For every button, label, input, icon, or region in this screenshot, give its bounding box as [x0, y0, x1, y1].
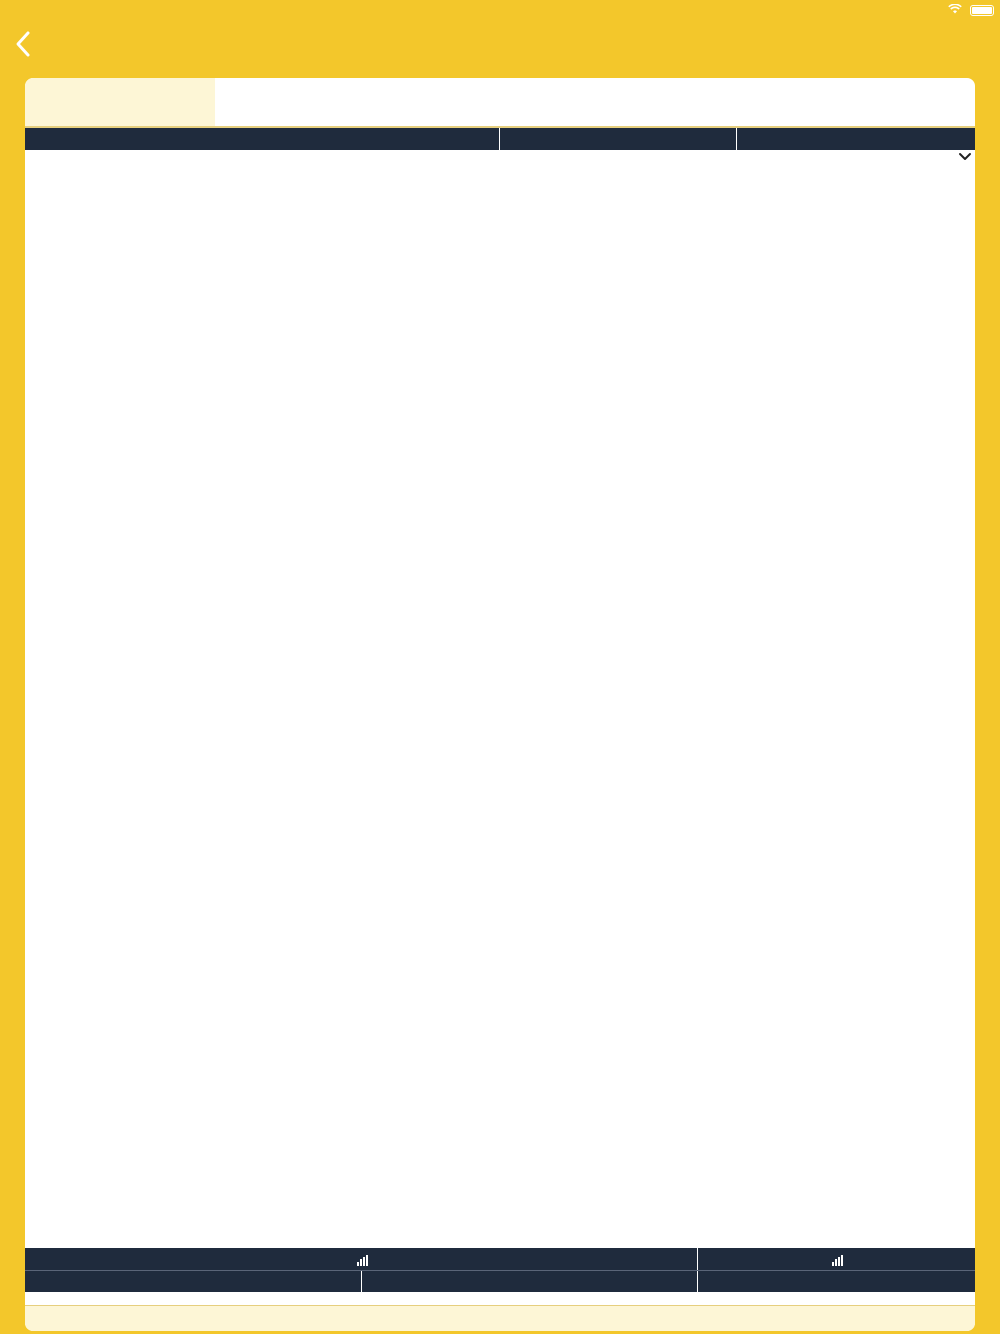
status-bar	[0, 0, 1000, 22]
tab-pnj[interactable]	[405, 78, 595, 126]
nav-bar	[0, 22, 1000, 68]
world-gold-title[interactable]	[25, 1248, 698, 1270]
oil-unit-header	[698, 1271, 975, 1292]
tab-ty-gia[interactable]	[25, 78, 215, 126]
chevron-left-icon	[14, 30, 32, 58]
world-values-row	[25, 1292, 975, 1304]
header-buy	[500, 128, 737, 150]
expand-toggle[interactable]	[25, 150, 975, 165]
source-footer	[25, 1305, 975, 1331]
back-button[interactable]	[14, 30, 40, 58]
header-name	[25, 128, 500, 150]
world-sell-header	[25, 1271, 362, 1292]
world-header	[25, 1248, 975, 1270]
oil-title[interactable]	[698, 1248, 975, 1270]
world-subheader	[25, 1270, 975, 1292]
tab-bar	[25, 78, 975, 128]
battery-icon	[970, 5, 994, 16]
chevron-down-icon	[958, 152, 972, 162]
status-time-date	[6, 4, 13, 18]
wifi-icon	[948, 4, 962, 17]
table-header	[25, 128, 975, 150]
chart-icon	[357, 1255, 369, 1266]
tab-bdtg[interactable]	[785, 78, 975, 126]
header-sell	[737, 128, 975, 150]
status-right	[948, 4, 994, 17]
chart-icon	[832, 1255, 844, 1266]
content-card	[25, 78, 975, 1331]
world-buy-header	[362, 1271, 698, 1292]
world-prices	[25, 1248, 975, 1304]
tab-sjc[interactable]	[215, 78, 405, 126]
tab-bdtn[interactable]	[595, 78, 785, 126]
